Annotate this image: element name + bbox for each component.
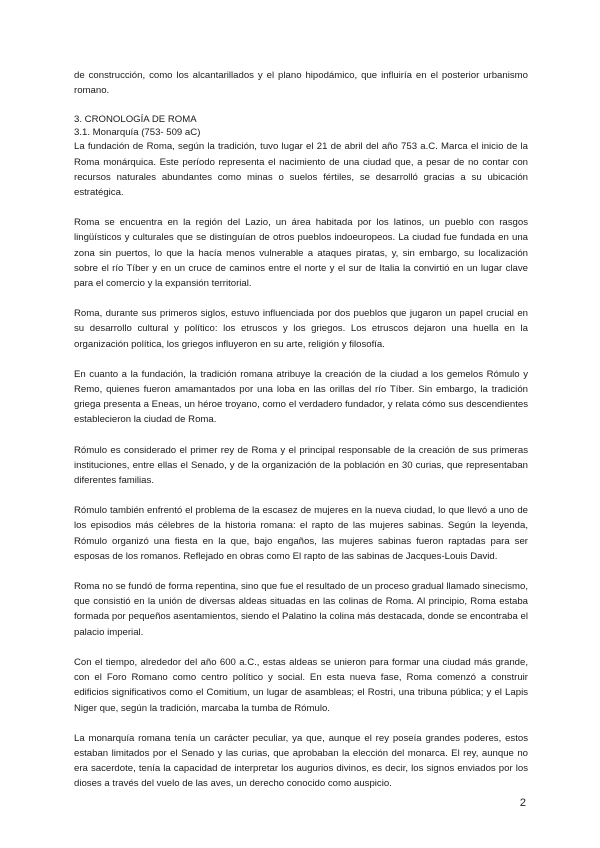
subsection-title: 3.1. Monarquía (753- 509 aC) [74,127,201,139]
paragraph: La fundación de Roma, según la tradición, tuvo lugar el 21 de abril del año 753 a.C. Marca el inicio de la Roma monárquica. Este período representa el nacimiento de una ciudad que, a pesar de no contar con recursos naturales abundantes como minas o suelos fértiles, se desarrolló gracias a su ubicación estratégica. [74,141,528,199]
document-page [74,68,528,792]
intro-continuation: de construcción, como los alcantarillados y el plano hipodámico, que influiría en el posterior urbanismo romano. [74,70,528,97]
paragraph: Roma se encuentra en la región del Lazio, un área habitada por los latinos, un pueblo con rasgos lingüísticos y culturales que se distinguían de otros pueblos indoeuropeos. La ciudad fue fundada en una zona sin puertos, lo que la hacía menos vulnerable a ataques piratas, y, sin embargo, su localización sobre el río Tíber y en un cruce de caminos entre el norte y el sur de Italia la convirtió en un lugar clave para el comercio y la expansión territorial. [74,217,528,290]
paragraph: Roma, durante sus primeros siglos, estuvo influenciada por dos pueblos que jugaron un papel crucial en su desarrollo cultural y político: los etruscos y los griegos. Los etruscos dejaron una huella en la organización política, los griegos influyeron en su arte, religión y filosofía. [74,308,528,350]
paragraph: Rómulo también enfrentó el problema de la escasez de mujeres en la nueva ciudad, lo que llevó a uno de los episodios más célebres de la historia romana: el rapto de las mujeres sabinas. Según la leyenda, Rómulo organizó una fiesta en la que, bajo engaños, las mujeres sabinas fueron raptadas para ser esposas de los romanos. Reflejado en obras como El rapto de las sabinas de Jacques-Louis David. [74,505,528,562]
section-title: 3. CRONOLOGÍA DE ROMA [74,114,197,126]
paragraph: Rómulo es considerado el primer rey de Roma y el principal responsable de la creación de sus primeras instituciones, entre ellas el Senado, y de la organización de la población en 30 curias, que representaban diferentes familias. [74,444,528,487]
page-number: 2 [519,797,526,809]
paragraph: La monarquía romana tenía un carácter peculiar, ya que, aunque el rey poseía grandes poderes, estos estaban limitados por el Senado y las curias, que aprobaban la elección del monarca. El rey, aunque no era sacerdote, tenía la capacidad de interpretar los augurios divinos, es decir, los signos enviados por los dioses a través del vuelo de las aves, un derecho conocido como auspicio. [74,732,528,790]
paragraph: Con el tiempo, alrededor del año 600 a.C., estas aldeas se unieron para formar una ciudad más grande, con el Foro Romano como centro político y social. En esta nueva fase, Roma comenzó a construir edificios significativos como el Comitium, un lugar de asambleas; el Rostri, una tribuna pública; y el Lapis Niger que, según la tradición, marcaba la tumba de Rómulo. [74,656,528,714]
paragraph: Roma no se fundó de forma repentina, sino que fue el resultado de un proceso gradual llamado sinecismo, que consistió en la unión de diversas aldeas situadas en las colinas de Roma. Al principio, Roma estaba formada por pequeños asentamientos, siendo el Palatino la colina más destacada, donde se encontraba el palacio imperial. [74,581,528,638]
paragraph: En cuanto a la fundación, la tradición romana atribuye la creación de la ciudad a los gemelos Rómulo y Remo, quienes fueron amamantados por una loba en las orillas del río Tíber. Sin embargo, la tradición griega presenta a Eneas, un héroe troyano, como el verdadero fundador, y relata cómo sus descendientes establecieron la ciudad de Roma. [74,368,528,426]
